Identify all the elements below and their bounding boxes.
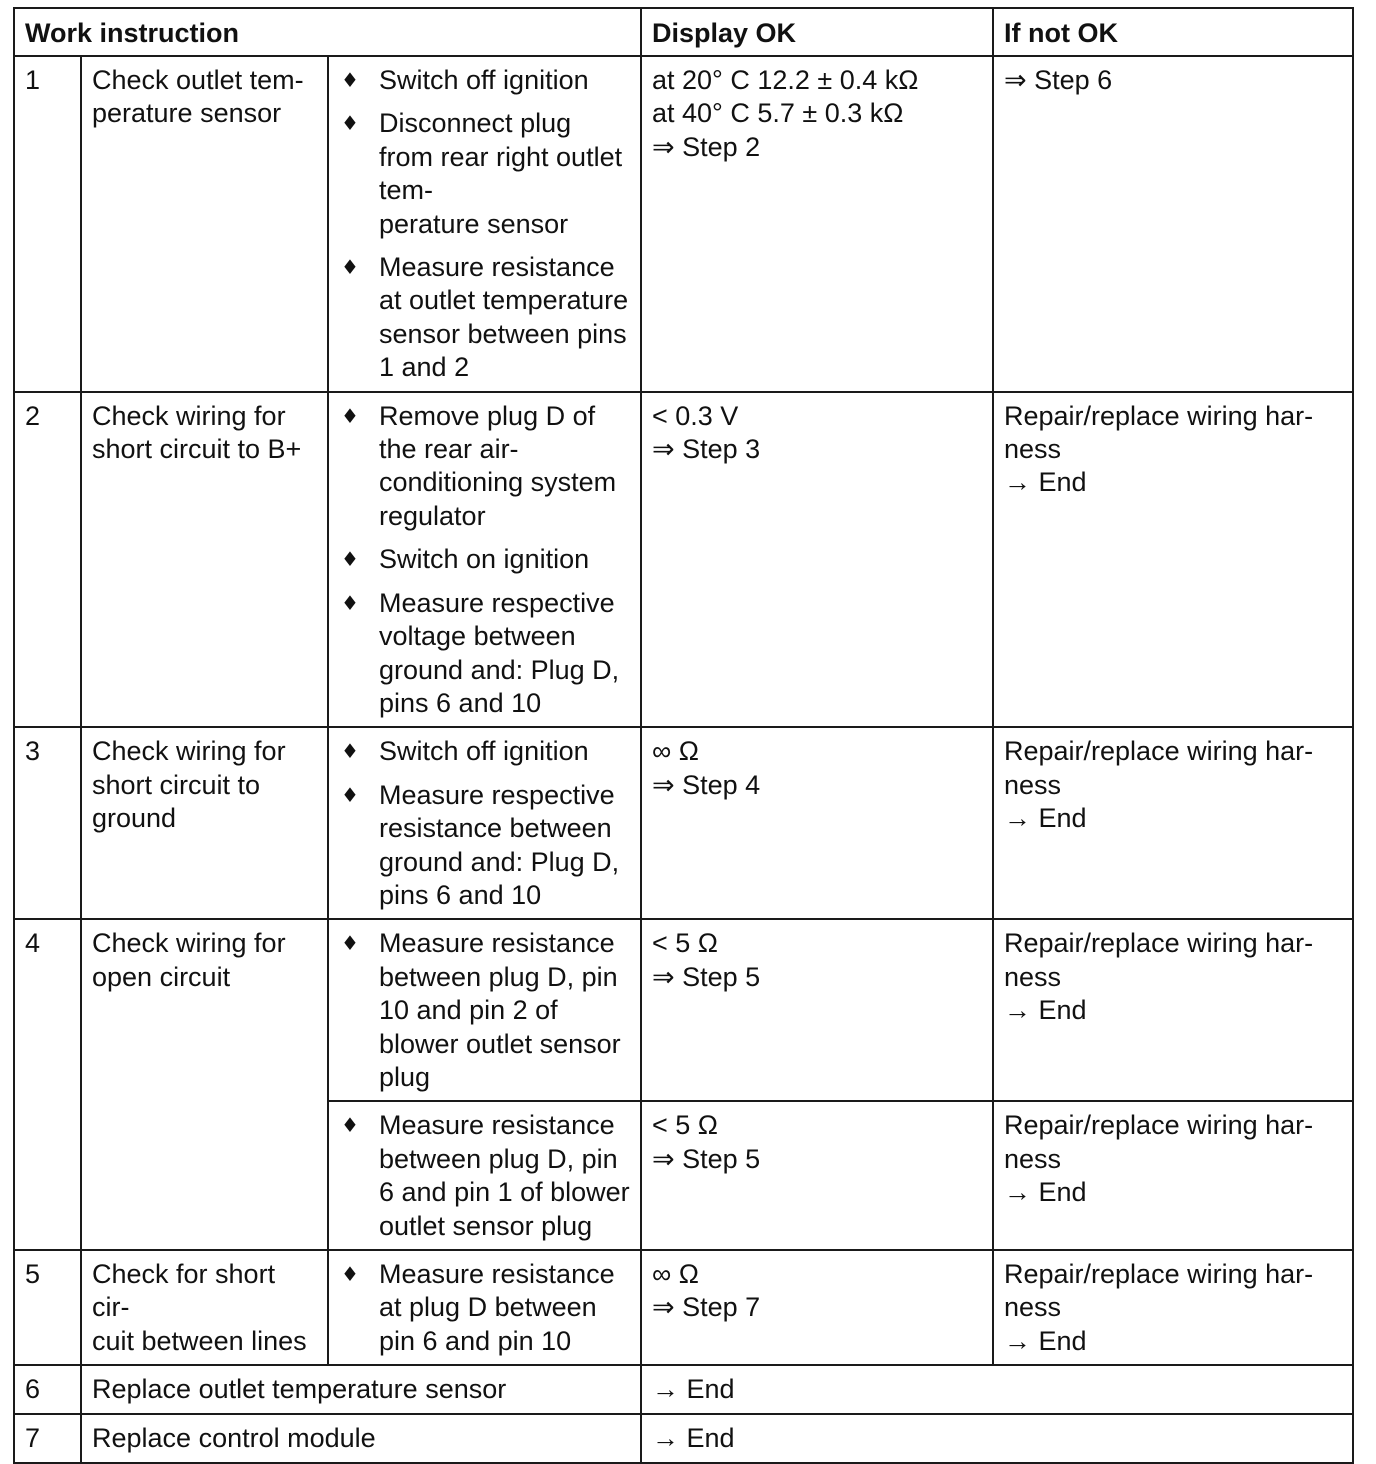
step-title — [81, 1250, 328, 1365]
header-row — [14, 8, 1353, 56]
if-not-ok-line: ⇒ Step 6 — [1004, 65, 1113, 95]
work-instruction-header: Work instruction — [14, 8, 641, 56]
step-title: Check wiring for short circuit to B+ — [81, 392, 328, 728]
action-item: ♦ Measure resistance at outlet temperature sensor between pins 1 and 2 — [329, 251, 632, 385]
action-item: ♦ Measure respective resistance between ground and: Plug D, pins 6 and 10 — [329, 779, 632, 913]
if-not-ok-cell — [993, 919, 1353, 1101]
action-item: ♦ Switch on ignition — [329, 543, 632, 576]
display-ok-cell — [641, 1101, 993, 1250]
if-not-ok-line: → End — [1004, 995, 1087, 1026]
action-item: ♦ Measure respective voltage between ground and: Plug D, pins 6 and 10 — [329, 587, 632, 721]
action-item: ♦ Measure resistance between plug D, pin 6 and pin 1 of blower outlet sensor plug — [329, 1109, 632, 1243]
table-row — [14, 1250, 1353, 1365]
if-not-ok-line: ness — [1004, 961, 1062, 992]
action-item: ♦ Switch off ignition — [329, 735, 632, 768]
if-not-ok-line: ness — [1004, 434, 1062, 465]
step-title-line: cuit between lines — [92, 1325, 307, 1356]
display-ok-cell — [641, 1250, 993, 1365]
step-number: 1 — [14, 56, 81, 392]
step-title-line: Check for short cir- — [92, 1259, 276, 1323]
if-not-ok-line: ness — [1004, 1292, 1062, 1323]
if-not-ok-line: Repair/replace wiring har- — [1004, 1110, 1314, 1141]
step-number: 3 — [14, 727, 81, 919]
display-ok-line: ⇒ Step 4 — [652, 769, 761, 800]
step-actions — [328, 1101, 641, 1250]
step-number: 2 — [14, 392, 81, 728]
if-not-ok-line: → End — [1004, 1177, 1087, 1208]
action-item: ♦ Switch off ignition — [329, 64, 632, 97]
step-number: 5 — [14, 1250, 81, 1365]
display-ok-line: ∞ Ω — [652, 1259, 699, 1289]
if-not-ok-line: → End — [1004, 467, 1087, 498]
step-instruction: Replace outlet temperature sensor — [81, 1365, 641, 1414]
step-actions — [328, 727, 641, 919]
table-row — [14, 56, 1353, 392]
if-not-ok-line: ness — [1004, 1143, 1062, 1174]
display-ok-line: ⇒ Step 7 — [652, 1292, 761, 1323]
if-not-ok-cell — [993, 56, 1353, 392]
step-number: 6 — [14, 1365, 81, 1414]
step-number: 7 — [14, 1414, 81, 1463]
action-item: ♦ Measure resistance at plug D between pin 6 and pin 10 — [329, 1258, 632, 1358]
step-result: → End — [641, 1365, 1353, 1414]
step-actions — [328, 1250, 641, 1365]
display-ok-line: ⇒ Step 3 — [652, 434, 761, 465]
step-actions — [328, 919, 641, 1101]
if-not-ok-cell — [993, 727, 1353, 919]
if-not-ok-line: → End — [1004, 803, 1087, 834]
step-title: Check wiring for open circuit — [81, 919, 328, 1250]
if-not-ok-line: Repair/replace wiring har- — [1004, 928, 1314, 959]
display-ok-line: at 40° C 5.7 ± 0.3 kΩ — [652, 98, 904, 129]
if-not-ok-header: If not OK — [993, 8, 1353, 56]
step-actions — [328, 56, 641, 392]
step-title-line: perature sensor — [92, 98, 282, 129]
display-ok-cell — [641, 919, 993, 1101]
table-row — [14, 727, 1353, 919]
action-item: ♦ Remove plug D of the rear air-conditioning system regulator — [329, 400, 632, 534]
action-item: ♦ Disconnect plug from rear right outlet tem- perature sensor — [329, 107, 632, 241]
display-ok-line: ⇒ Step 2 — [652, 131, 761, 162]
table-row — [14, 919, 1353, 1101]
if-not-ok-line: Repair/replace wiring har- — [1004, 1259, 1314, 1289]
step-title-line: Check outlet tem- — [92, 65, 304, 95]
display-ok-line: < 0.3 V — [652, 400, 739, 431]
display-ok-line: at 20° C 12.2 ± 0.4 kΩ — [652, 65, 919, 95]
display-ok-line: < 5 Ω — [652, 1110, 718, 1141]
if-not-ok-line: Repair/replace wiring har- — [1004, 736, 1314, 767]
step-instruction: Replace control module — [81, 1414, 641, 1463]
step-result: → End — [641, 1414, 1353, 1463]
step-title: Check wiring for short circuit to ground — [81, 727, 328, 919]
if-not-ok-cell — [993, 1250, 1353, 1365]
step-actions — [328, 392, 641, 728]
if-not-ok-line: → End — [1004, 1325, 1087, 1356]
display-ok-line: ∞ Ω — [652, 736, 699, 767]
if-not-ok-cell — [993, 1101, 1353, 1250]
table-row — [14, 392, 1353, 728]
action-item: ♦ Measure resistance between plug D, pin 10 and pin 2 of blower outlet sensor plug — [329, 927, 632, 1094]
display-ok-header: Display OK — [641, 8, 993, 56]
if-not-ok-line: Repair/replace wiring har- — [1004, 400, 1314, 431]
display-ok-cell — [641, 56, 993, 392]
display-ok-line: ⇒ Step 5 — [652, 1143, 761, 1174]
display-ok-cell — [641, 392, 993, 728]
display-ok-line: < 5 Ω — [652, 928, 718, 959]
step-number: 4 — [14, 919, 81, 1250]
table-row — [14, 1414, 1353, 1463]
display-ok-cell — [641, 727, 993, 919]
step-title — [81, 56, 328, 392]
if-not-ok-line: ness — [1004, 769, 1062, 800]
if-not-ok-cell — [993, 392, 1353, 728]
table-row — [14, 1365, 1353, 1414]
display-ok-line: ⇒ Step 5 — [652, 961, 761, 992]
work-instruction-table — [13, 7, 1354, 1464]
